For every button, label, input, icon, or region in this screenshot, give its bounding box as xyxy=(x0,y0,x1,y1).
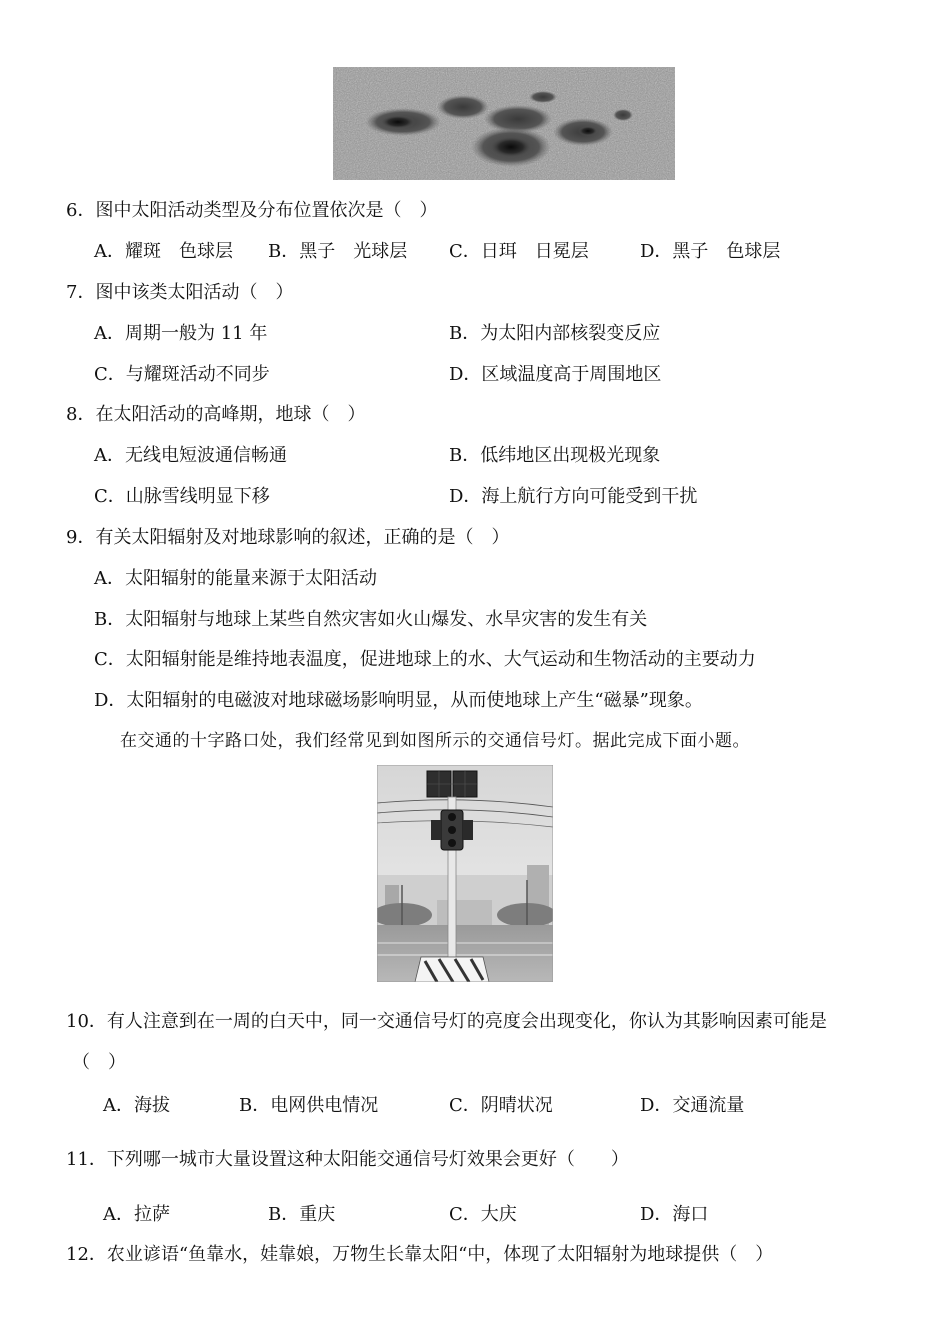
question-7-stem: 7．图中该类太阳活动（ ） xyxy=(66,282,294,303)
question-12-stem: 12．农业谚语“鱼靠水，娃靠娘，万物生长靠太阳“中，体现了太阳辐射为地球提供（ ） xyxy=(66,1244,774,1265)
question-10-answer-blank: （ ） xyxy=(72,1052,126,1073)
q10-option-c[interactable]: C．阴晴状况 xyxy=(449,1095,553,1116)
q8-option-d[interactable]: D．海上航行方向可能受到干扰 xyxy=(449,486,698,507)
q10-option-d[interactable]: D．交通流量 xyxy=(640,1095,745,1116)
q11-option-c[interactable]: C．大庆 xyxy=(449,1204,517,1225)
material-intro: 在交通的十字路口处，我们经常见到如图所示的交通信号灯。据此完成下面小题。 xyxy=(120,731,750,751)
question-10-stem: 10．有人注意到在一周的白天中，同一交通信号灯的亮度会出现变化，你认为其影响因素可能是 xyxy=(66,1011,827,1032)
q9-option-a[interactable]: A．太阳辐射的能量来源于太阳活动 xyxy=(94,568,377,589)
q10-option-a[interactable]: A．海拔 xyxy=(103,1095,170,1116)
q8-option-a[interactable]: A．无线电短波通信畅通 xyxy=(94,445,287,466)
q9-option-c[interactable]: C．太阳辐射能是维持地表温度，促进地球上的水、大气运动和生物活动的主要动力 xyxy=(94,649,756,670)
q6-option-a[interactable]: A．耀斑 色球层 xyxy=(94,241,233,262)
q6-option-c[interactable]: C．日珥 日冕层 xyxy=(449,241,589,262)
question-8-stem: 8．在太阳活动的高峰期，地球（ ） xyxy=(66,404,366,425)
q7-option-b[interactable]: B．为太阳内部核裂变反应 xyxy=(449,323,661,344)
q11-option-b[interactable]: B．重庆 xyxy=(268,1204,336,1225)
q6-option-d[interactable]: D．黑子 色球层 xyxy=(640,241,781,262)
q7-option-d[interactable]: D．区域温度高于周围地区 xyxy=(449,364,662,385)
q9-option-d[interactable]: D．太阳辐射的电磁波对地球磁场影响明显，从而使地球上产生“磁暴”现象。 xyxy=(94,690,703,711)
q7-option-a[interactable]: A．周期一般为 11 年 xyxy=(94,323,268,344)
q8-option-c[interactable]: C．山脉雪线明显下移 xyxy=(94,486,270,507)
q7-option-c[interactable]: C．与耀斑活动不同步 xyxy=(94,364,270,385)
q11-option-a[interactable]: A．拉萨 xyxy=(103,1204,170,1225)
q11-option-d[interactable]: D．海口 xyxy=(640,1204,709,1225)
sunspot-photo xyxy=(333,67,675,180)
q6-option-b[interactable]: B．黑子 光球层 xyxy=(268,241,408,262)
solar-traffic-light-photo xyxy=(377,765,553,982)
question-6-stem: 6．图中太阳活动类型及分布位置依次是（ ） xyxy=(66,200,438,221)
question-11-stem: 11．下列哪一城市大量设置这种太阳能交通信号灯效果会更好（ ） xyxy=(66,1149,629,1170)
q9-option-b[interactable]: B．太阳辐射与地球上某些自然灾害如火山爆发、水旱灾害的发生有关 xyxy=(94,609,648,630)
q8-option-b[interactable]: B．低纬地区出现极光现象 xyxy=(449,445,661,466)
question-9-stem: 9．有关太阳辐射及对地球影响的叙述，正确的是（ ） xyxy=(66,527,510,548)
q10-option-b[interactable]: B．电网供电情况 xyxy=(239,1095,379,1116)
